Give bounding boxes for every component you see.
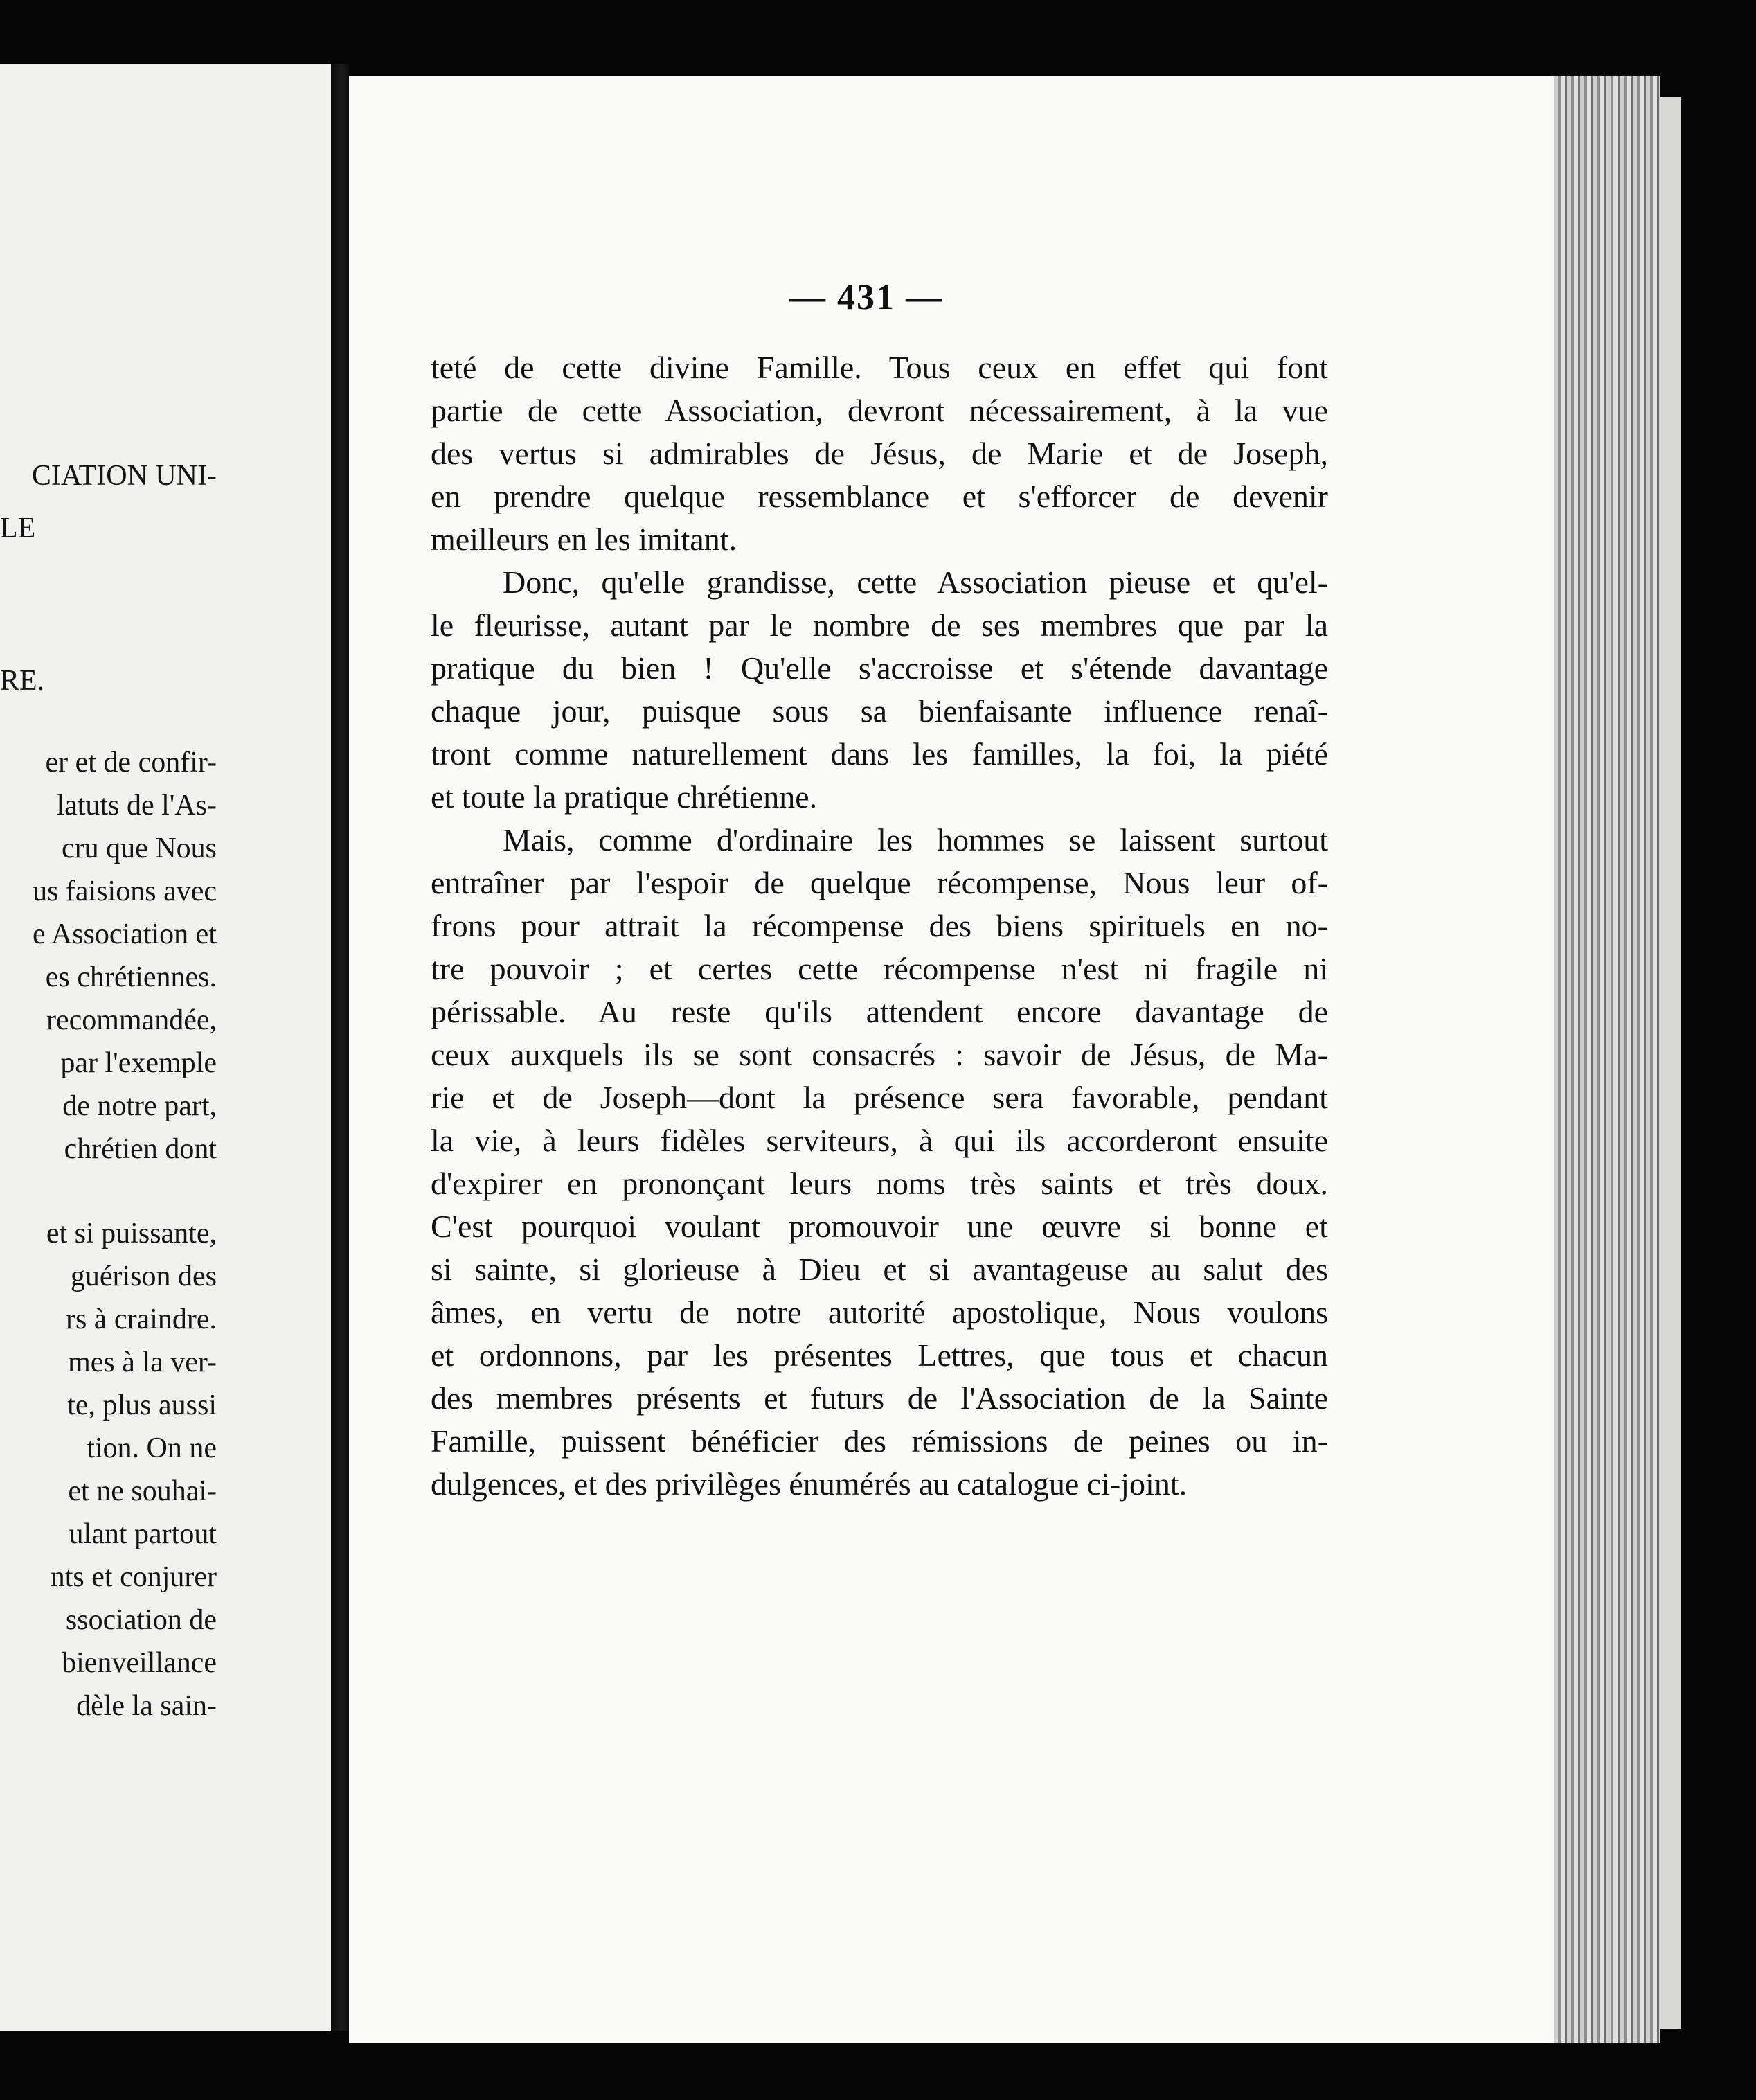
left-page-line: et si puissante, [46,1218,217,1249]
text-line: le fleurisse, autant par le nombre de ses membres que par la [431,607,1328,643]
left-page-line: CIATION UNI- [31,460,217,492]
text-line: la vie, à leurs fidèles serviteurs, à qui ils accorderont ensuite [431,1123,1328,1158]
book-cover-edge [1660,97,1681,2029]
text-line: meilleurs en les imitant. [431,522,737,557]
text-line: périssable. Au reste qu'ils attendent encore davantage de [431,994,1328,1029]
left-page-line: es chrétiennes. [45,961,217,993]
text-line: partie de cette Association, devront nécessairement, à la vue [431,393,1328,428]
left-page-line: mes à la ver- [68,1346,217,1378]
text-line: teté de cette divine Famille. Tous ceux en effet qui font [431,350,1328,385]
book-gutter [331,64,349,2031]
left-page-line: e Association et [33,918,217,950]
page-number: — 431 — [789,278,943,317]
text-line: ceux auxquels ils se sont consacrés : savoir de Jésus, de Ma- [431,1037,1328,1072]
text-line: des membres présents et futurs de l'Association de la Sainte [431,1380,1328,1416]
left-page-line: te, plus aussi [67,1389,217,1421]
left-page-line: ulant partout [69,1518,217,1550]
left-page-line: cru que Nous [62,833,217,864]
left-page-line: ssociation de [65,1604,217,1636]
text-line: C'est pourquoi voulant promouvoir une œuvre si bonne et [431,1209,1328,1244]
text-line: dulgences, et des privilèges énumérés au catalogue ci-joint. [431,1466,1188,1502]
left-page-line: et ne souhai- [68,1475,217,1507]
body-text [431,346,1328,1506]
left-page-line: guérison des [70,1261,217,1292]
left-page-line: de notre part, [62,1090,217,1122]
left-page-line: tion. On ne [87,1432,217,1464]
left-page-line: recommandée, [46,1004,217,1036]
text-line: chaque jour, puisque sous sa bienfaisante influence renaî- [431,693,1328,729]
left-page-line: RE. [0,665,45,697]
page-stack-edges [1554,76,1660,2043]
text-line: Mais, comme d'ordinaire les hommes se laissent surtout [503,822,1328,857]
left-page-line: bienveillance [62,1647,217,1679]
text-line: d'expirer en prononçant leurs noms très saints et très doux. [431,1166,1328,1201]
text-line: en prendre quelque ressemblance et s'efforcer de devenir [431,479,1328,514]
left-page-line: dèle la sain- [76,1690,217,1722]
left-page-line: LE [0,513,36,544]
left-page-line: rs à craindre. [65,1303,217,1335]
previous-page-fragment [0,64,331,2031]
left-page-line: latuts de l'As- [56,790,217,821]
text-line: frons pour attrait la récompense des biens spirituels en no- [431,908,1328,943]
text-line: pratique du bien ! Qu'elle s'accroisse et s'étende davantage [431,650,1328,686]
text-line: si sainte, si glorieuse à Dieu et si avantageuse au salut des [431,1252,1328,1287]
text-line: et ordonnons, par les présentes Lettres, que tous et chacun [431,1337,1328,1373]
text-line: tre pouvoir ; et certes cette récompense n'est ni fragile ni [431,951,1328,986]
text-line: Famille, puissent bénéficier des rémissions de peines ou in- [431,1423,1328,1459]
left-page-line: us faisions avec [33,875,217,907]
left-page-line: er et de confir- [45,747,217,778]
left-page-line: chrétien dont [64,1133,217,1165]
left-page-line: par l'exemple [60,1047,217,1079]
text-line: rie et de Joseph—dont la présence sera favorable, pendant [431,1080,1328,1115]
text-line: entraîner par l'espoir de quelque récompense, Nous leur of- [431,865,1328,900]
left-page-line: nts et conjurer [50,1561,217,1593]
text-line: des vertus si admirables de Jésus, de Marie et de Joseph, [431,436,1328,471]
text-line: et toute la pratique chrétienne. [431,779,818,815]
text-line: Donc, qu'elle grandisse, cette Association pieuse et qu'el- [503,564,1328,600]
text-line: tront comme naturellement dans les familles, la foi, la piété [431,736,1328,772]
text-line: âmes, en vertu de notre autorité apostolique, Nous voulons [431,1294,1328,1330]
